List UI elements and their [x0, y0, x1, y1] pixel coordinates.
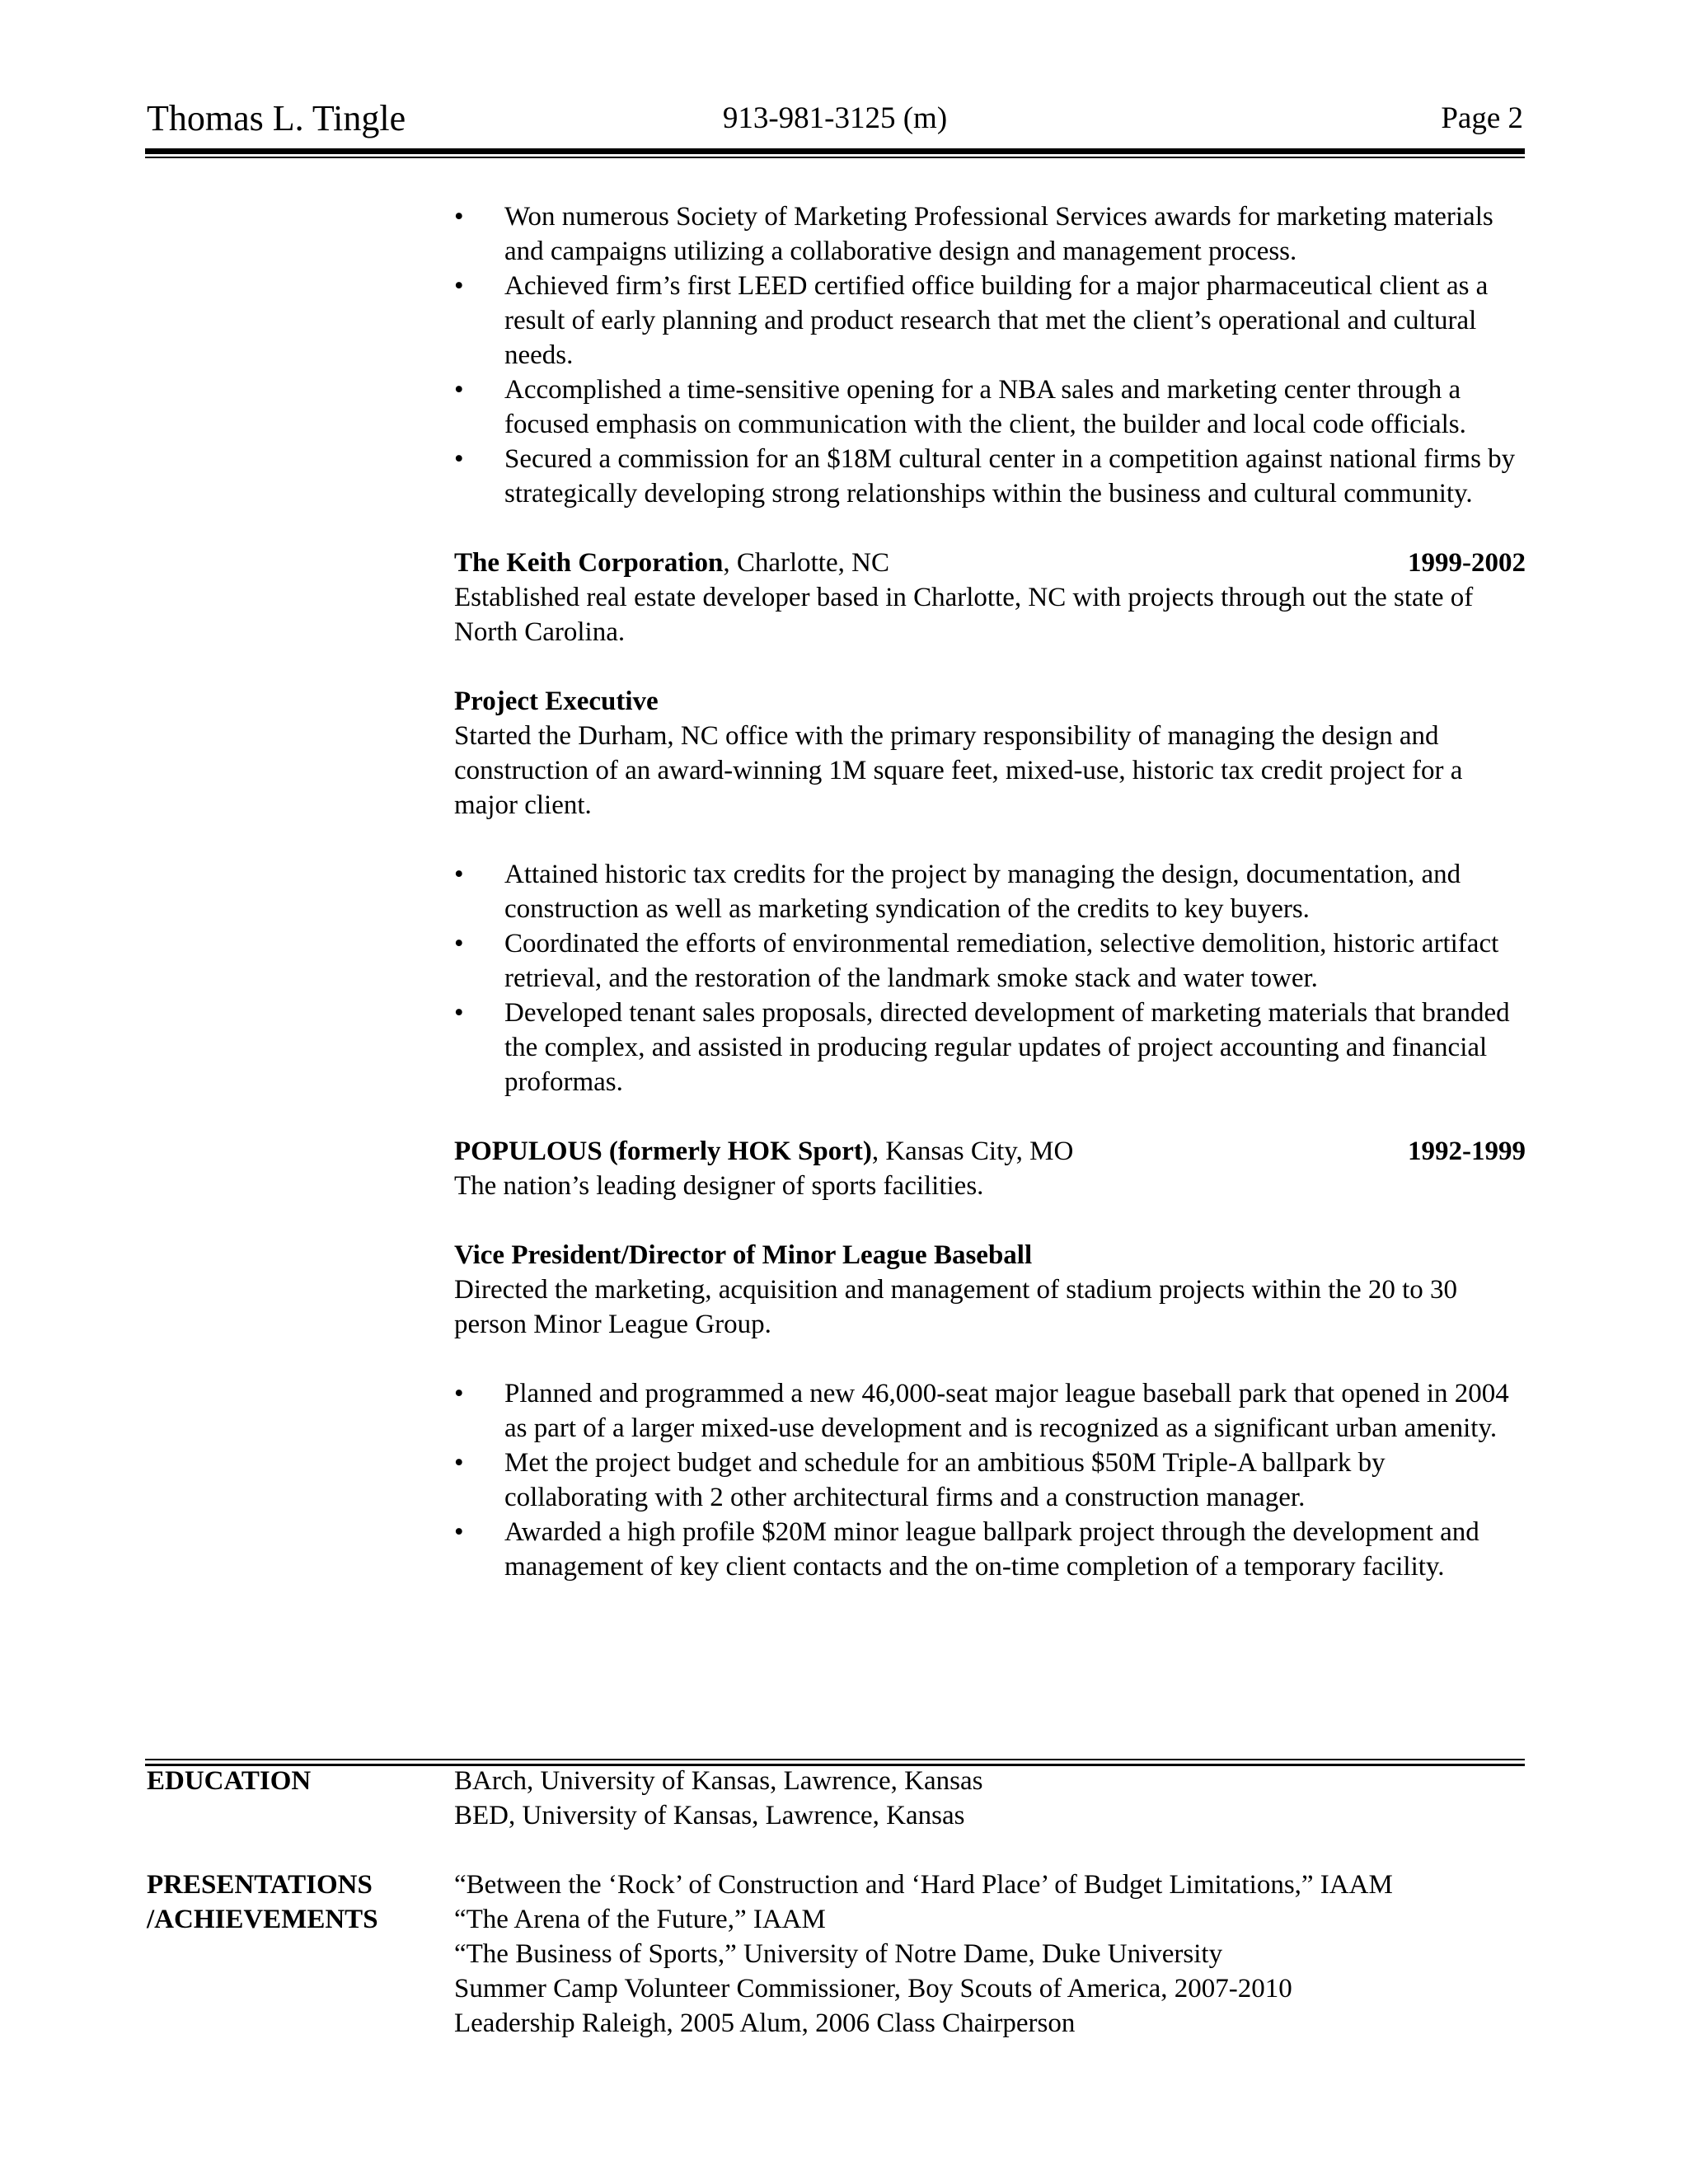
presentation-line: Summer Camp Volunteer Commissioner, Boy Scouts of America, 2007-2010: [454, 1974, 1292, 2004]
section-rule-thin: [145, 1759, 1525, 1760]
job-bullet-list: [454, 1376, 1526, 1584]
company-location: , Charlotte, NC: [723, 548, 889, 578]
company-description: Established real estate developer based in Charlotte, NC with projects through out the state of North Carolina.: [454, 583, 1474, 647]
header-rule-thin: [145, 157, 1525, 158]
job-summary: Directed the marketing, acquisition and management of stadium projects within the 20 to 30 person Minor League Group.: [454, 1275, 1458, 1339]
bullet-icon: •: [454, 929, 464, 958]
bullet-icon: •: [454, 271, 464, 301]
list-item: • Awarded a high profile $20M minor league ballpark project through the development and management of key client contacts and the on-time completion of a temporary facility.: [454, 1515, 1526, 1584]
education-label: EDUCATION: [147, 1766, 312, 1796]
lower-sections: [147, 1764, 1525, 2041]
bullet-icon: •: [454, 375, 464, 405]
header-rule-thick: [145, 148, 1525, 154]
bullet-icon: •: [454, 860, 464, 889]
list-item: • Attained historic tax credits for the project by managing the design, documentation, and construction as well as marketing syndication of the credits to key buyers.: [454, 857, 1526, 926]
list-item: • Secured a commission for an $18M cultural center in a competition against national firms by strategically developing strong relationships within the business and cultural community.: [454, 442, 1526, 511]
list-item: • Achieved firm’s first LEED certified office building for a major pharmaceutical client as a result of early planning and product research that met the client’s operational and cultural needs.: [454, 269, 1526, 373]
job-dates: 1999-2002: [1408, 548, 1526, 578]
intro-bullet-list: [454, 199, 1526, 511]
list-item: • Coordinated the efforts of environmental remediation, selective demolition, historic artifact retrieval, and the restoration of the landmark smoke stack and water tower.: [454, 926, 1526, 996]
bullet-icon: •: [454, 1379, 464, 1408]
bullet-icon: •: [454, 998, 464, 1028]
list-item: • Won numerous Society of Marketing Professional Services awards for marketing materials and campaigns utilizing a collaborative design and management process.: [454, 199, 1526, 269]
list-item: • Developed tenant sales proposals, directed development of marketing materials that branded the complex, and assisted in producing regular updates of project accounting and financial proformas.: [454, 996, 1526, 1099]
job-heading-keith: [454, 546, 1526, 580]
page-number: Page 2: [1441, 101, 1523, 135]
job-title: Vice President/Director of Minor League Baseball: [454, 1240, 1033, 1270]
presentations-section: [147, 1868, 1525, 2041]
presentation-line: “The Arena of the Future,” IAAM: [454, 1905, 826, 1934]
phone-number: 913-981-3125 (m): [722, 101, 948, 135]
candidate-name: Thomas L. Tingle: [147, 98, 406, 138]
company-location: , Kansas City, MO: [871, 1137, 1074, 1166]
education-line: BED, University of Kansas, Lawrence, Kansas: [454, 1801, 965, 1830]
presentation-line: “Between the ‘Rock’ of Construction and ‘Hard Place’ of Budget Limitations,” IAAM: [454, 1870, 1393, 1900]
job-summary: Started the Durham, NC office with the primary responsibility of managing the design and construction of an award-winning 1M square feet, mixed-use, historic tax credit project for a major client.: [454, 721, 1463, 820]
job-bullet-list: [454, 857, 1526, 1099]
presentations-label: PRESENTATIONS /ACHIEVEMENTS: [147, 1870, 378, 1934]
list-item: • Met the project budget and schedule for an ambitious $50M Triple-A ballpark by collaborating with 2 other architectural firms and a construction manager.: [454, 1446, 1526, 1515]
job-heading-populous: [454, 1134, 1526, 1169]
bullet-icon: •: [454, 444, 464, 474]
presentation-line: Leadership Raleigh, 2005 Alum, 2006 Class Chairperson: [454, 2008, 1076, 2038]
page-header: [147, 97, 1523, 147]
presentation-line: “The Business of Sports,” University of Notre Dame, Duke University: [454, 1939, 1223, 1969]
company-name: POPULOUS (formerly HOK Sport): [454, 1137, 872, 1166]
company-name: The Keith Corporation: [454, 548, 724, 578]
list-item: • Planned and programmed a new 46,000-seat major league baseball park that opened in 2004 as part of a larger mixed-use development and is recognized as a significant urban amenity.: [454, 1376, 1526, 1446]
job-dates: 1992-1999: [1408, 1137, 1526, 1166]
experience-content: [454, 199, 1526, 1584]
job-title: Project Executive: [454, 687, 659, 716]
bullet-icon: •: [454, 1448, 464, 1478]
education-section: [147, 1764, 1525, 1833]
bullet-icon: •: [454, 202, 464, 232]
bullet-icon: •: [454, 1517, 464, 1547]
list-item: • Accomplished a time-sensitive opening for a NBA sales and marketing center through a focused emphasis on communication with the client, the builder and local code officials.: [454, 373, 1526, 442]
education-line: BArch, University of Kansas, Lawrence, Kansas: [454, 1766, 983, 1796]
company-description: The nation’s leading designer of sports facilities.: [454, 1171, 984, 1201]
